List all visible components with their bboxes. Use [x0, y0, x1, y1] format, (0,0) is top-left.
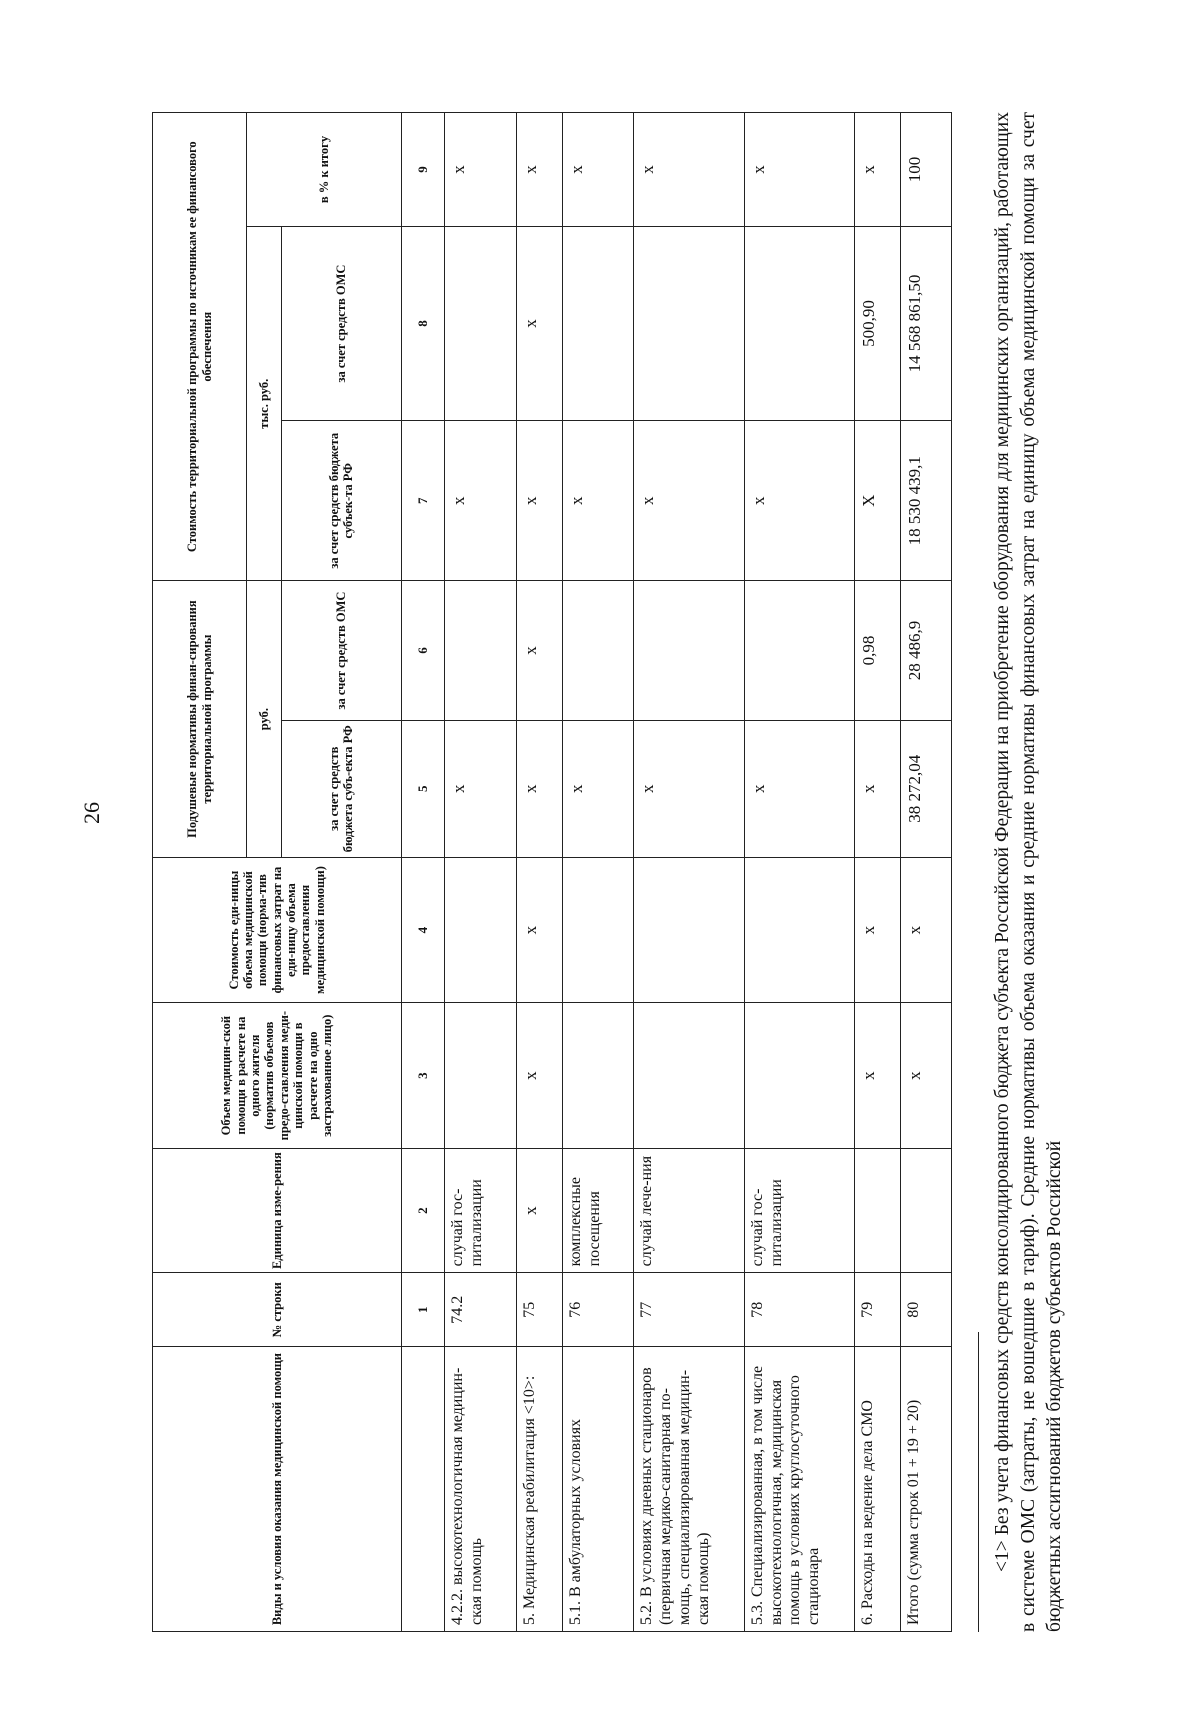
col-number: 6 — [401, 581, 445, 720]
table-row — [516, 113, 562, 1632]
col-number: 5 — [401, 720, 445, 857]
row-name: 6. Расходы на ведение дела СМО — [855, 1347, 901, 1632]
header-cost-oms: за счет средств ОМС — [281, 227, 401, 421]
row-unit-cost — [445, 857, 516, 1003]
row-unit-cost — [562, 857, 633, 1003]
row-number: 76 — [562, 1273, 633, 1347]
column-number-row — [401, 113, 445, 1632]
row-cost-oms: 500,90 — [855, 227, 901, 421]
row-number: 77 — [634, 1273, 745, 1347]
row-unit: случай лече-ния — [634, 1148, 745, 1272]
row-cost-budget: х — [562, 421, 633, 581]
row-norm-oms — [445, 581, 516, 720]
row-percent: х — [744, 113, 855, 227]
row-name: 4.2.2. высокотехнологичная медицин-ская помощь — [445, 1347, 516, 1632]
row-percent: х — [855, 113, 901, 227]
row-volume: х — [516, 1003, 562, 1149]
row-cost-oms: х — [516, 227, 562, 421]
row-percent: х — [516, 113, 562, 227]
rotated-page-content — [152, 80, 1196, 1632]
row-norm-budget: х — [562, 720, 633, 857]
header-norm-budget: за счет средств бюджета субъ-екта РФ — [281, 720, 401, 857]
row-unit-cost: х — [901, 857, 952, 1003]
row-unit-cost — [634, 857, 745, 1003]
row-number: 78 — [744, 1273, 855, 1347]
financing-table — [152, 112, 952, 1632]
row-norm-oms: 28 486,9 — [901, 581, 952, 720]
row-volume — [562, 1003, 633, 1149]
row-norm-budget: х — [516, 720, 562, 857]
row-cost-oms: 14 568 861,50 — [901, 227, 952, 421]
col-number: 4 — [401, 857, 445, 1003]
row-percent: 100 — [901, 113, 952, 227]
header-percent-total: в % к итогу — [247, 113, 401, 227]
row-unit-cost: х — [516, 857, 562, 1003]
col-number: 9 — [401, 113, 445, 227]
row-cost-budget: Х — [855, 421, 901, 581]
row-name: 5.3. Специализированная, в том числе высокотехнологичная, медицинская помощь в условиях круглосуточного стационара — [744, 1347, 855, 1632]
row-cost-budget: 18 530 439,1 — [901, 421, 952, 581]
row-number: 79 — [855, 1273, 901, 1347]
row-norm-oms — [744, 581, 855, 720]
col-number — [401, 1347, 445, 1632]
col-number: 8 — [401, 227, 445, 421]
row-norm-oms: х — [516, 581, 562, 720]
row-percent: х — [445, 113, 516, 227]
row-volume — [634, 1003, 745, 1149]
row-number: 75 — [516, 1273, 562, 1347]
row-norm-oms: 0,98 — [855, 581, 901, 720]
row-norm-budget: 38 272,04 — [901, 720, 952, 857]
header-type: Виды и условия оказания медицинской помощи — [153, 1347, 402, 1632]
row-cost-oms — [562, 227, 633, 421]
row-cost-budget: х — [744, 421, 855, 581]
table-row-total — [901, 113, 952, 1632]
page-number: 26 — [79, 802, 104, 824]
row-number: 80 — [901, 1273, 952, 1347]
row-name: Итого (сумма строк 01 + 19 + 20) — [901, 1347, 952, 1632]
footnote-divider — [978, 1332, 979, 1632]
row-cost-oms — [445, 227, 516, 421]
header-row-no: № строки — [153, 1273, 402, 1347]
row-volume — [744, 1003, 855, 1149]
row-volume: х — [901, 1003, 952, 1149]
row-name: 5.1. В амбулаторных условиях — [562, 1347, 633, 1632]
header-unit-rub: руб. — [247, 581, 282, 857]
row-unit-cost: х — [855, 857, 901, 1003]
row-norm-oms — [562, 581, 633, 720]
row-cost-oms — [744, 227, 855, 421]
row-cost-budget: х — [634, 421, 745, 581]
row-name: 5. Медицинская реабилитация <10>: — [516, 1347, 562, 1632]
row-percent: х — [562, 113, 633, 227]
row-norm-budget: х — [855, 720, 901, 857]
row-unit — [901, 1148, 952, 1272]
col-number: 1 — [401, 1273, 445, 1347]
header-unit: Единица изме-рения — [153, 1148, 402, 1272]
row-norm-budget: х — [634, 720, 745, 857]
row-unit: комплексные посещения — [562, 1148, 633, 1272]
table-row — [445, 113, 516, 1632]
row-norm-budget: х — [744, 720, 855, 857]
row-volume — [445, 1003, 516, 1149]
table-row — [744, 113, 855, 1632]
table-row — [634, 113, 745, 1632]
header-volume: Объем медицин-ской помощи в расчете на одного жителя (норматив объемов предо-ставления меди-цинской помощи в расчете на одно застрахованное лицо) — [153, 1003, 402, 1149]
table-row — [855, 113, 901, 1632]
row-cost-oms — [634, 227, 745, 421]
row-unit-cost — [744, 857, 855, 1003]
row-name: 5.2. В условиях дневных стационаров (первичная медико-санитарная по-мощь, специализированная медицин-ская помощь) — [634, 1347, 745, 1632]
header-unit-thousand-rub: тыс. руб. — [247, 227, 282, 581]
row-unit: х — [516, 1148, 562, 1272]
header-group-norms: Подушевые нормативы финан-сирования территориальной программы — [153, 581, 247, 857]
row-unit — [855, 1148, 901, 1272]
header-unit-cost: Стоимость еди-ницы объема медицинской помощи (норма-тив финансовых затрат на еди-ницу объема предоставления медицинской помощи) — [153, 857, 402, 1003]
row-number: 74.2 — [445, 1273, 516, 1347]
col-number: 2 — [401, 1148, 445, 1272]
row-unit: случай гос-питализации — [445, 1148, 516, 1272]
header-group-cost: Стоимость территориальной программы по источникам ее финансового обеспечения — [153, 113, 247, 581]
row-percent: х — [634, 113, 745, 227]
header-norm-oms: за счет средств ОМС — [281, 581, 401, 720]
row-norm-budget: х — [445, 720, 516, 857]
row-volume: х — [855, 1003, 901, 1149]
footnote-text: <1> Без учета финансовых средств консолидированного бюджета субъекта Российской Федерации на приобретение оборудования для медицинских организаций, работающих в системе ОМС (затраты, не вошедшие в тариф). Средние нормативы объема оказания и средние нормативы финансовых затрат на единицу объема медицинской помощи за счет бюджетных ассигнований бюджетов субъектов Российской — [992, 112, 1065, 1632]
col-number: 3 — [401, 1003, 445, 1149]
table-row — [562, 113, 633, 1632]
row-cost-budget: х — [445, 421, 516, 581]
row-cost-budget: х — [516, 421, 562, 581]
col-number: 7 — [401, 421, 445, 581]
row-unit: случай гос-питализации — [744, 1148, 855, 1272]
header-cost-budget: за счет средств бюджета субъек-та РФ — [281, 421, 401, 581]
row-norm-oms — [634, 581, 745, 720]
